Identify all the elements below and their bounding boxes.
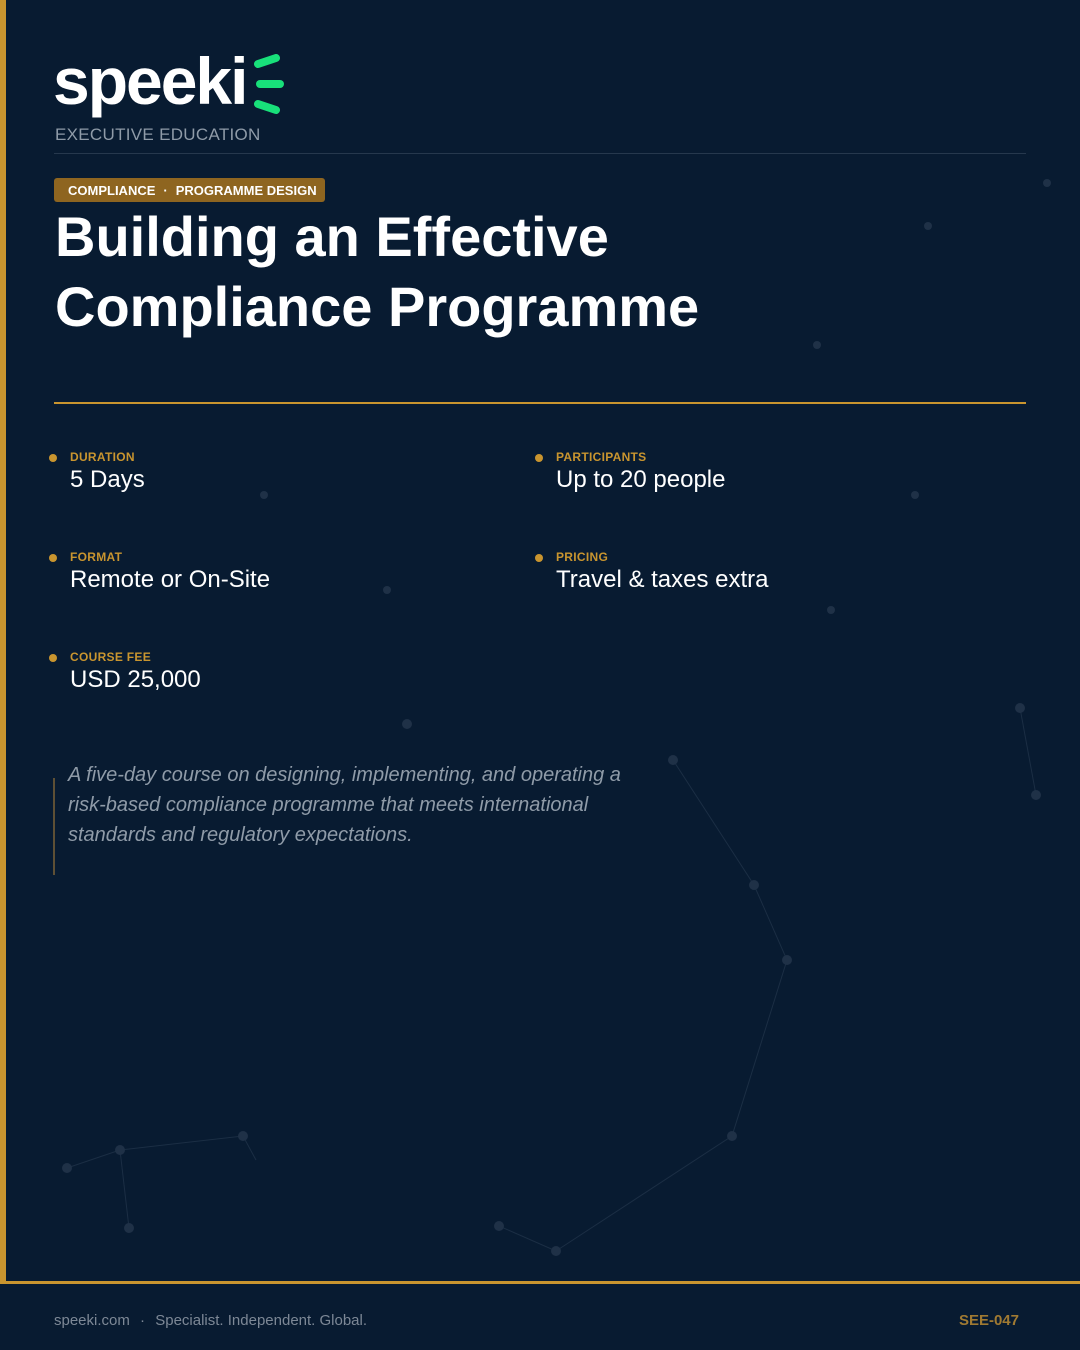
stat-format <box>70 550 270 595</box>
format-label: FORMAT <box>70 550 123 564</box>
participants-label: PARTICIPANTS <box>556 450 647 464</box>
header-divider <box>54 153 1026 154</box>
stat-course-fee <box>70 650 201 695</box>
gold-divider <box>54 402 1026 404</box>
format-value: Remote or On-Site <box>70 566 271 593</box>
logo-wordmark: speeki <box>53 44 247 118</box>
footer-gold-rule <box>0 1281 1080 1284</box>
description-text: A five-day course on designing, implementing, and operating a risk-based compliance programme that meets international standards and regulatory expectations. <box>68 764 621 846</box>
footer-site-link[interactable]: speeki.com <box>54 1312 130 1329</box>
brand-subtitle: EXECUTIVE EDUCATION <box>55 125 261 144</box>
footer-separator: · <box>140 1312 146 1329</box>
category-tag <box>54 178 325 202</box>
duration-value: 5 Days <box>70 466 145 493</box>
bullet-dot <box>49 454 57 462</box>
bullet-dot <box>49 654 57 662</box>
tag-compliance: COMPLIANCE <box>68 182 156 198</box>
tag-separator: · <box>163 182 168 198</box>
stat-pricing <box>556 550 769 595</box>
stat-participants <box>556 450 725 495</box>
footer <box>54 1312 367 1329</box>
course-fee-label: COURSE FEE <box>70 650 152 664</box>
bullet-dot <box>49 554 57 562</box>
title-line-2: Compliance Programme <box>55 275 700 338</box>
duration-label: DURATION <box>70 450 135 464</box>
bullet-dot <box>535 554 543 562</box>
course-code: SEE-047 <box>958 1312 1019 1329</box>
course-description <box>53 764 628 875</box>
tag-programme-design: PROGRAMME DESIGN <box>175 182 317 198</box>
course-fee-value: USD 25,000 <box>70 666 201 693</box>
participants-value: Up to 20 people <box>556 466 726 493</box>
speeki-logo <box>53 46 286 126</box>
stat-duration <box>70 450 145 495</box>
speech-waves-icon <box>250 54 286 116</box>
bullet-dot <box>535 454 543 462</box>
pricing-label: PRICING <box>556 550 609 564</box>
pricing-value: Travel & taxes extra <box>556 566 769 593</box>
footer-tagline: Specialist. Independent. Global. <box>155 1312 368 1329</box>
page-title <box>55 202 699 342</box>
title-line-1: Building an Effective <box>55 205 609 268</box>
